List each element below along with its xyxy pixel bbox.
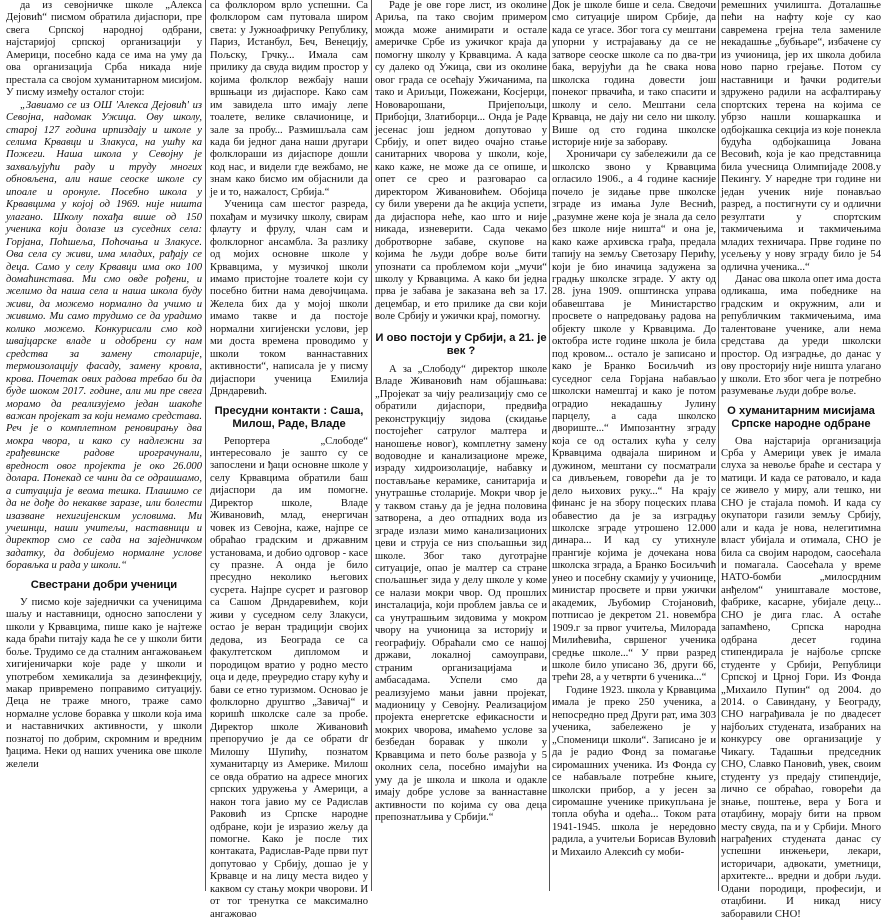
article-paragraph: У писмо које заједнички са ученицима шаљу и наставници, односно запослени у школи у Крвавцима, пише како је најтеже када браћи питају када ће се у школи бити боље. Трудимо се да сталним ангажовањем хигијеничарки које раде у школи и употребом хемикалија за дезинфекцију, макар привремено поправимо ситуацију. Деца не траже много, траже само нормалне услове боравка у школи која има и наставничких активности, у школи познатој по добрим, скромним и вредним ђацима. Неки од наших ученика ове школе желели (6, 597, 202, 771)
column-divider (371, 0, 372, 891)
article-paragraph: Раде је ове горе лист, из околине Ариља, па тако својим примером можда може анимирати и остале америчке Србе из ужичког краја да помогну школу у Крвавцима. А када су далеко од Ужица, сви из околине овог града се осећају Ужичанима, па тако и Ариљци, Пожежани, Косјерци, Нововарошани, Пријепољци, Прибојци, Златиборци... Онда је Раде јесенас још једном допутовао у Србију, и опет видео очајно стање санитарних чворова у школи, које, како каже, не може да се опише, и опет се срео и разговарао са директором Живановићем. Обојица су били уверени да ће акција успети, да дијаспора неће, као што и није никада, изневерити. Сада чекамо добротворне забаве, скупове на којима ће људи добре воље бити упознати са проблемом који „мучи“ школу у Крвавцима. А како би једна прва је забава је заказана већ за 17. децембар, и ето прилике да сви који воле Србију и ужички крај, помогну. (375, 0, 547, 324)
section-heading-students: Свестрани добри ученици (6, 579, 202, 592)
article-paragraph: Репортера „Слободе“ интересовало је зашто су се запослени и ђаци основне школе у селу Крвавцима обратили баш дијаспори да им помогне. Директор школе, Владе Живановић, млад, енергичан човек из Севојна, каже, најпре се обраћао градским и државним установама, и добио одговор - касе су празне. А онда је било пресудно неколико његових сусрета. Најпре сусрет и разговор са Сашом Дрндаревићем, који живи у суседном селу Злакуси, остао је веран традицији својих дедова, из Београда се са факултетском дипломом и породицом вратио у родно место оца и деде, преуредио стару кућу и бави се етно туризмом. Основао је фолклорно друштво „Завичај“ и коришћ школске сале за пробе. Директор школе Живановић препоручио је да се обрати dr Милошу Шупићу, познатом хуманитарцу из Америке. Милош се овда обратио на адресе многих српских удружења у Америци, а након тога јавио му се Радислав Раковић из Српске народне одбране, који је изразио жељу да помогне. Како је после тих контаката, Радислав-Раде први пут допутовао у Србију, дошао је у Крвавце и на лицу места видео у каквом су стању мокри чворови. И от тог тренутка се максимално ангажовао (210, 436, 368, 921)
column-4 (552, 0, 716, 891)
article-paragraph: да из севојничке школе „Алекса Дејовић“ писмом обратила дијаспори, пре свега Српској народној одбрани, најстаријој српској организацији у Америци, посебно када се има на уму да ова организација Срба никада није престала са својом хуманитарном мисијом. У писму између осталог стоји: (6, 0, 202, 100)
section-heading-serbia: И ово постоји у Србији, а 21. је век ? (375, 332, 547, 358)
column-1 (6, 0, 202, 891)
article-paragraph: Хроничари су забележили да се школско звоно у Крвавцима огласило 1906., а 4 године касније почело је зидање прве школске зграде из имања Јуле Веснић, „разумне жене која је знала да село без школе није ништа“ и она је, како каже архивска грађа, предала тапију на земљу Светозару Перићу, који је био иначица задужена за градњу школске зграде. У акту од 28. јуна 1909. општинска управа обавештава је Министарство просвете о напредовању радова на објекту школе у Крвавцима. До октобра исте године школа је била под кровом... остало је записано и како је Бранко Босиљчић из суседног села Горјана набављао школски намештај и како је потом оградио некадашњу Јулину парцелу, а сада школско двориште...“ Импозантну зграду која се од осталих кућа у селу Крвавцима одвајала ширином и дужином, мештани су посматрали са дивљењем, говорећи да је то дело њихових руку...“ На крају финанс је на збору поцеских плава обавестио да је за изградњу школске зграде утрошено 12.000 динара... И кад су утихнуле прангије којима је дочекана нова школска зграда, а Бранко Босиљчић унео и посебну скамију у учионице, министар просвете и први ужички академик, Љубомир Стојановић, потписао је декретом 21. новембра 1909.г за првог учитеља, Милорада Милићевића, свршеног ученика средње школе...“ У први разред школе било уписано 36, други 66, трећи 28, а у четврти 6 ученика...“ (552, 149, 716, 684)
column-divider (549, 0, 550, 891)
article-paragraph: А за „Слободу“ директор школе Владе Живановић нам објашњава: „Пројекат за чију реализацију смо се обратили дијаспори, предвиђа реконструкцију зидова (скидање постојећег сатрулог малтера и наношење новог), комплетну замену водоводне и канализационе мреже, израду хидроизолације, набавку и постављање керамике, санитарија и унутрашње столарије. Мокри чвор је у таквом стању да је једна половина затворена, а део отпадних вода из зграде излази мимо канализационих цеви и струја се низ спољашњи зид школе. Због тако дуготрајне ситуације, опао је малтер са стране спољашњег зида у делу школе у коме се налази мокри чвор. Од прошлих инсталација, који проблем јавља се и са унутрашњим зидовима у мокром чвору на учионица за историју и географију. Обраћали смо се нашој држави, локалној самоуправи, страним организацијама и амбасадама. Успели смо да реализујемо мањи јавни пројекат, мадионицу у Севојну. Реализацијом пројекта енергетске ефикасности и мокрих чворова, имаћемо услове за безбедан боравак у школи у Крвавцима и пето боље развоја у 5 околних села, посебно имајући на уму да је школа и школа и одакле имају добре услове за ваннаставне активности по којима су ова деца препознатљива у Србији.“ (375, 364, 547, 825)
article-paragraph: Године 1923. школа у Крвавцима имала је преко 250 ученика, а непосредно пред Други рат, има 303 ученика, забележено је у „Споменици школи“. Записано је и да је радио Фонд за помагање сиромашних ученика. Из Фонда су се набављале потребне књиге, школски прибор, а у јесен за сиромашне ученике прикупљана је топла обућа и одећа... Током рата 1941-1945. школа је нередовно радила, а учитељи Борисав Вуловић и Михаило Алексић су моби- (552, 685, 716, 859)
article-paragraph: Ова најстарија организација Срба у Америци увек је имала слуха за невоље браће и сестара у матици. И када се ратовало, и када се живело у миру, али тешко, ни СНО је стајала помоћ. И када су окупатори газили земљу Србију, али и када је нова, нелегитимна власт убијала и отимала, СНО је била са својим народом, саосећала и помагала. Саосећала у време НАТО-бомби „милосрдним анђелом“ уништавале мостове, фабрике, касарне, убијале децу... СНО је дига глас. А остаће запамћено, Српска народна одбрана десет година стипендирала је најбоље српске студенте у Србији, Републици Српској и Црној Гори. Из Фонда „Михаило Пупин“ од 2004. до 2014. о Савиндану, у Београду, СНО награђивала је по двадесет најбољих студената, изабраних на конкурсу ове организације у Чикагу. Тадашњи председник СНО, Славко Пановић, увек, своим студенту уз предају стипендије, лично се обраћао, говорећи да знање, поштење, вера у Бога и отаџбину, морају бити на првом месту свуда, па и у Србији. Много награђених студената данас су успешни инжењери, лекари, историчари, адвокати, уметници, архитекте... вредни и добри људи. Одани породици, професији, и отаџбини. И никад нису заборавили СНО! (721, 436, 881, 921)
column-divider (205, 0, 206, 891)
column-5 (721, 0, 881, 891)
article-paragraph: Док је школе бише и села. Сведочи смо ситуације широм Србије, да када се угасе. Због тога су мештани упорни у истрајавању да се не затворе сеоске школе са по два-три бака, верујући да ће свака нова школска година довести још понеког првачића, и тако спасити и школу и село. Мештани села Крвавца, не дају ни село ни школу. Више од сто година школске историје није за забораву. (552, 0, 716, 149)
article-paragraph: Ученица сам шестог разреда, похађам и музичку школу, свирам флауту и фрулу, члан сам и фолклорног ансамбла. За разлику од мојих основне школе у Крвавцима, у музичкој школи имамо пристојне тоалете који су посебно битни нама девојчицама. Желела бих да у мојој школи имамо такве и да постоје нормални хигијенски услови, јер ми доста времена проводимо у школи током ваннаставних активности“, написала је у писму дијаспори ученица Емилија Дрндаревић. (210, 199, 368, 398)
column-2 (210, 0, 368, 891)
column-divider (718, 0, 719, 891)
section-heading-contacts: Пресудни контакти : Саша, Милош, Раде, Владе (210, 405, 368, 431)
column-3 (375, 0, 547, 891)
section-heading-sno: О хуманитарним мисијама Српске народне одбране (721, 405, 881, 431)
quoted-letter: „Завиамо се из ОШ 'Алекса Дејовић' из Севојна, надомак Ужица. Ову школу, старој 127 година ирпиздају и школе у селима Крвавци и Злакуса, на ушћу ка Пожеги. Наша школа у Севојну је захваљујући раду и труду многих обновљена, али наше сеоске школе су ипоале и оронуле. Посебно школа у Крвавцима у којој од 1969. није ништа улагано. Школу похађа више од 150 ученика који долазе из суседних села: Горјана, Поћшеља, Поћочања и Злакусе. Ова села су живи, има младих, рађају се деца. Само у селу Крвавци има око 100 домаћинстава. Ми смо овде рођени, и желимо да наша села и наша школа буду живи, да можемо нормално да учимо и живимо. Ми само трудимо се да урадимо колико можемо. Конкурисали смо код швајцарске владе и одобрени су нам средства за замену столарије, термоизолацију фасаду, замену кровла, крова. Почетак ових радова требао би да буде шоком 2017. године, али ми пре свега морамо да реализујемо један шакоће важан пројекат за који немамо средстава. Реч је о комплетном реновирању два мокра чвора, и како су надлежни за грађевинске радове ирограчунали, вредност овог пројекта је око 26.000 долара. Понекад се чини да се одраишамо, а ситуација је веома тешка. Плашимо се да не дође до некакве заразе, или болести изазване нехигијенским условима. Ми учешнци, наши учитељи, наставници и директор смо се сада на заједничком задатку, да добијемо нормалне услове борављка и рада у школи.“ (6, 100, 202, 573)
article-paragraph: Данас ова школа опет има доста одликаша, има победнике на градским и окружним, али и републичким такмичењима, има талентоване ученике, али нема средстава да уреди школски простор. Од изградње, до данас у ову просторију није ништа улагано у школи. Ето због чега је потребно разумевање људи добре воље. (721, 274, 881, 399)
article-paragraph: са фолклором врло успешни. Са фолклором сам путовала широм света: у Јужноафричку Републику, Париз, Истанбул, Беч, Венецију, Пољску, Грчку... Имала сам прилику да свуда видим простор у којима фолклор вежбају наши вршњаци из дијаспоре. Како сам им завидела што имају лепе тоалете, велике свлачионице, и зале за пробу... Размишљала сам када би једног дана наши другари фолклораши из дијаспоре дошли код нас, и видели где вежбамо, не знам како бисмо им објаснили да је и то, нажалост, Србија.“ (210, 0, 368, 199)
article-paragraph: ремешних училишта. Доталашње пећи на нафту које су као савремена грејна тела замениле некадашње „бубњаре“, избачене су из учионица, јер их школа добила ново парно грејање. Потом су наставници и ђачки родитељи здружено радили на асфалтирању спортских терена на којима се убрзо нашли кошаркашка и одбојкашка секција из које понекла будућа одбојкашица Јована Весовић, која је као представница била учесница Олимпијаде 2008.у Пекингу. У наредне три године ни један ученик није понављао разред, а постигнути су и одлични резултати у спортским такмичењима и такмичењима младих техничара. Прве године по усељењу у нову зграду било је 54 одлична ученика...“ (721, 0, 881, 274)
